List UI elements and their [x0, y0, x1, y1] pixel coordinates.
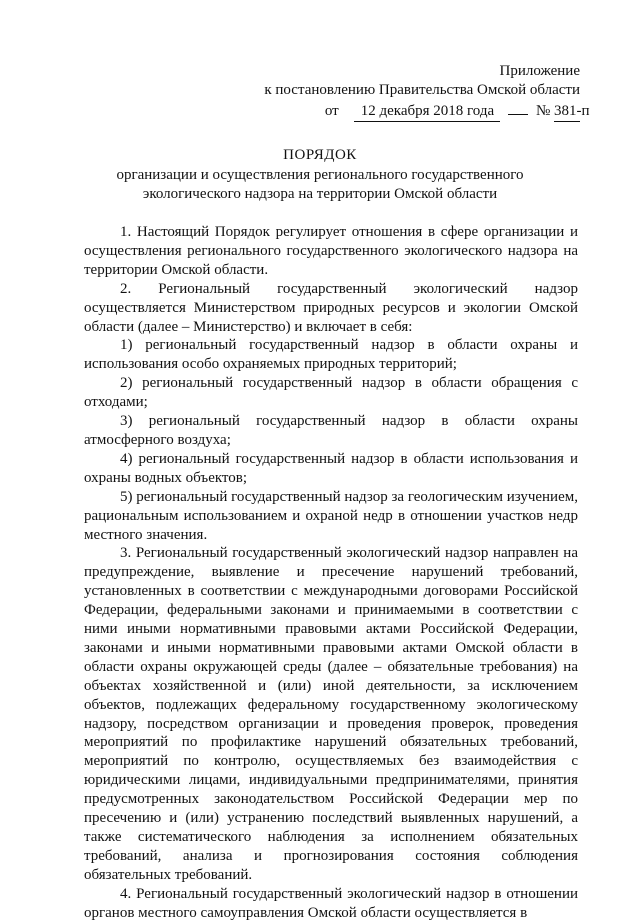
paragraph-2-item-4: 4) региональный государственный надзор в области использования и охраны водных объектов; — [84, 450, 578, 486]
paragraph-2-item-5: 5) региональный государственный надзор за геологическим изучением, рациональным использованием и охраной недр в отношении участков недр местного значения. — [84, 488, 578, 543]
paragraph-2-item-2: 2) региональный государственный надзор в области обращения с отходами; — [84, 375, 578, 411]
resolution-date: 12 декабря 2018 года — [354, 102, 500, 122]
resolution-reference: к постановлению Правительства Омской области — [264, 82, 580, 98]
document-body — [84, 223, 578, 923]
date-number-line — [264, 102, 590, 122]
paragraph-2-item-1: 1) региональный государственный надзор в области охраны и использования особо охраняемых природных территорий; — [84, 337, 578, 373]
paragraph-3: 3. Региональный государственный экологический надзор направлен на предупреждение, выявление и пресечение нарушений требований, установленных в соответствии с международными договорами Российской Федерации, федеральными законами и принимаемыми в соответствии с ними иными нормативными правовыми актами Российской Федерации, законами и иными нормативными правовыми актами Омской области в области охраны окружающей среды (далее – обязательные требования) на объектах хозяйственной и (или) иной деятельности, за исключением объектов, подлежащих федеральному государственному экологическому надзору, посредством организации и проведения проверок, проведения мероприятий по профилактике нарушений обязательных требований, мероприятий по контролю, осуществляемых без взаимодействия с юридическими лицами, индивидуальными предпринимателями, принятия предусмотренных законодательством Российской Федерации мер по пресечению и (или) устранению последствий выявленных нарушений, а также систематического наблюдения за исполнением обязательных требований, анализа и прогнозирования состояния соблюдения обязательных требований. — [84, 545, 578, 883]
blank-underline — [508, 114, 528, 115]
resolution-number: 381-п — [554, 102, 580, 122]
from-label: от — [324, 103, 339, 119]
appendix-label: Приложение — [499, 63, 580, 79]
document-title — [0, 146, 640, 204]
paragraph-2: 2. Региональный государственный экологический надзор осуществляется Министерством природных ресурсов и экологии Омской области (далее – Министерство) и включает в себя: — [84, 280, 578, 335]
paragraph-4: 4. Региональный государственный экологический надзор в отношении органов местного самоуправления Омской области осуществляется в — [84, 885, 578, 921]
title-subtitle-line-2: экологического надзора на территории Омской области — [142, 186, 498, 202]
paragraph-2-item-3: 3) региональный государственный надзор в области охраны атмосферного воздуха; — [84, 413, 578, 448]
title-subtitle-line-1: организации и осуществления регионального государственного — [116, 167, 524, 183]
number-label: № — [535, 103, 551, 119]
title-heading: ПОРЯДОК — [283, 147, 357, 163]
appendix-header — [264, 62, 590, 122]
paragraph-1: 1. Настоящий Порядок регулирует отношения в сфере организации и осуществления регионального государственного экологического надзора на территории Омской области. — [84, 224, 578, 278]
